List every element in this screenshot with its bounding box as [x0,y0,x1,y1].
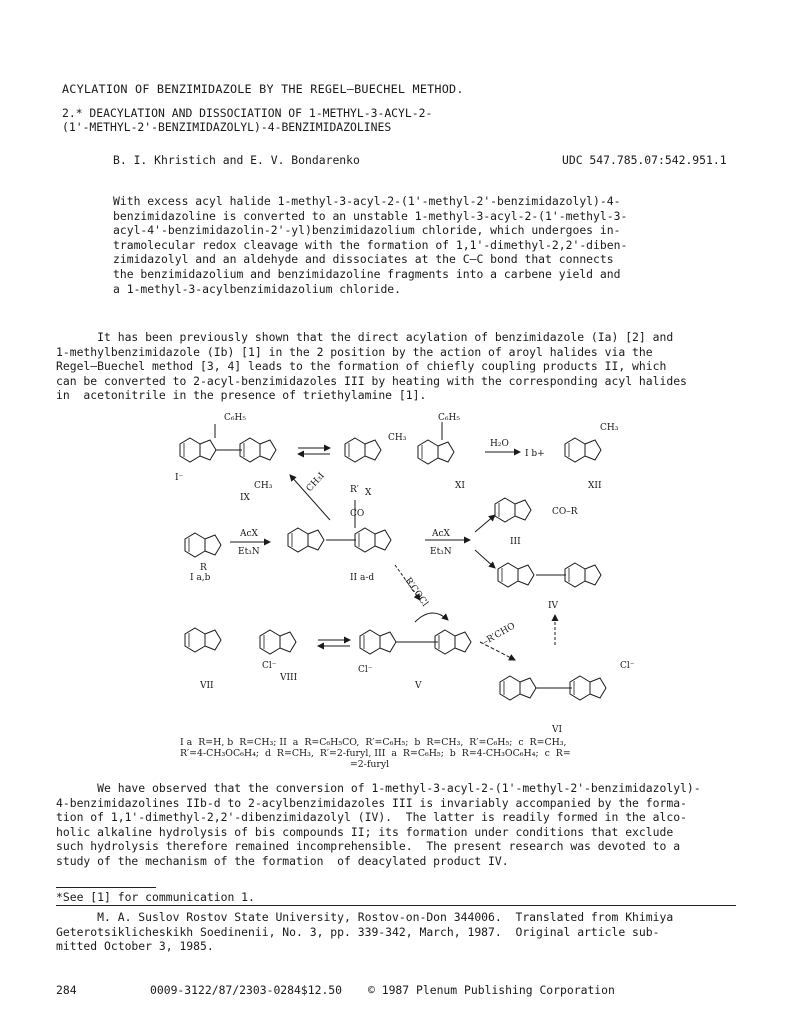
reagent-h2o: H₂O [490,439,509,449]
authors: B. I. Khristich and E. V. Bondarenko [113,153,360,167]
article-title: ACYLATION OF BENZIMIDAZOLE BY THE REGEL—BUECHEL METHOD. [62,82,464,96]
structure-Iab [185,533,221,557]
intro-paragraph: It has been previously shown that the direct acylation of benzimidazole (Ia) [2] and 1-methylbenzimidazole (Ib) [1] in the 2 position by the action of aroyl halides via the Regel—Buechel method [3, 4] leads to the formation of chiefly coupling products II, which can be converted to 2-acyl-benzimidazoles III by heating with the corresponding acyl halides in acetonitrile in the presence of triethylamine [1]. [56,330,687,403]
structure-II-left [288,528,324,552]
structure-VIII [260,630,296,654]
label-X: X [365,488,372,498]
issn: 0009-3122/87/2303-0284$12.50 [150,983,343,997]
label-v-clminus: Cl⁻ [358,665,373,675]
footnote: *See [1] for communication 1. [56,890,255,904]
article-subtitle-line1: 2.* DEACYLATION AND DISSOCIATION OF 1-METHYL-3-ACYL-2- [62,106,433,120]
label-ix-c6h5: C₆H₅ [224,413,246,423]
reaction-scheme [170,410,670,735]
label-ii-co: CO [350,509,365,519]
label-VIII: VIII [280,673,298,683]
structure-V-left [360,630,396,654]
page-number: 284 [56,983,77,997]
copyright: © 1987 Plenum Publishing Corporation [368,983,615,997]
label-vi-clminus: Cl⁻ [620,661,635,671]
label-III: III [510,537,521,547]
reagent-acx2: AcX [432,529,450,539]
label-Iab: I a,b [190,573,211,583]
structure-VI-left [500,676,536,700]
label-V: V [415,681,422,691]
structure-XII [565,438,601,462]
structure-V-right [435,630,471,654]
structure-IX-left [180,438,216,462]
label-IIad: II a-d [350,573,375,583]
structure-IV-left [498,563,534,587]
label-XI: XI [455,481,465,491]
structure-VII [185,628,221,652]
article-subtitle-line2: (1'-METHYL-2'-BENZIMIDAZOLYL)-4-BENZIMIDAZOLINES [62,120,392,134]
label-x-ch3: CH₃ [388,433,407,443]
label-IX: IX [240,493,250,503]
footnote-divider [56,887,156,888]
structure-IV-right [565,563,601,587]
reagent-rcocl: R′COCl [402,575,430,609]
label-ix-iminus: I⁻ [175,473,184,483]
reagent-acx: AcX [240,529,258,539]
observed-paragraph: We have observed that the conversion of 1-methyl-3-acyl-2-(1'-methyl-2'-benzimidazolyl)- 4-benzimidazolines IIb-d to 2-acylbenzimidazoles III is invariably accompanied by the forma- tion of 1,1'-dimethyl-2,2'-dibenzimidazolyl (IV). The latter is readily formed in the alco- holic alkaline hydrolysis of bis compounds II; its formation under conditions that exclude such hydrolysis therefore remained incomprehensible. The present research was devoted to a study of the mechanism of the formation of deacylated product IV. [56,781,701,868]
label-xi-c6h5: C₆H₅ [438,413,460,423]
affiliation: M. A. Suslov Rostov State University, Rostov-on-Don 344006. Translated from Khimiya Geterotsiklicheskikh Soedinenii, No. 3, pp. 339-342, March, 1987. Original article sub- mitted October 3, 1985. [56,910,674,954]
label-ii-r1: R′ [350,485,359,495]
structure-X [345,438,381,462]
label-ix-ch3: CH₃ [254,481,273,491]
reagent-rcho: –R′CHO [481,621,518,648]
reagent-et3n: Et₃N [238,547,260,557]
label-xii-ch3: CH₃ [600,423,619,433]
label-VI: VI [552,725,563,735]
label-IV: IV [548,601,559,611]
label-iab-r: R [200,563,207,573]
structure-XI [418,440,454,464]
structure-VI-right [570,676,606,700]
reagent-ch3i: CH₃I [304,471,327,495]
structure-IX-right [240,438,276,462]
label-ib-plus: I b+ [525,449,545,459]
label-iii-cor: CO–R [552,507,578,517]
structure-III [495,498,531,522]
structure-II-right [355,528,391,552]
reagent-et3n2: Et₃N [430,547,452,557]
label-viii-clminus: Cl⁻ [262,661,277,671]
label-VII: VII [200,681,214,691]
affiliation-divider [56,905,736,906]
abstract: With excess acyl halide 1-methyl-3-acyl-2-(1'-methyl-2'-benzimidazolyl)-4- benzimidazoline is converted to an unstable 1-methyl-3-acyl-2-(1'-methyl-3- acyl-4'-benzimidazolin-2'-yl)benzimidazolium chloride, which undergoes in- tramolecular redox cleavage with the formation of 1,1'-dimethyl-2,2'-diben- zimidazolyl and an aldehyde and dissociates at the C—C bond that connects the benzimidazolium and benzimidazoline fragments into a carbene yield and a 1-methyl-3-acylbenzimidazolium chloride. [113,194,628,296]
scheme-legend: I a R=H, b R=CH₃; II a R=C₆H₅CO, R′=C₆H₅; b R=CH₃, R′=C₆H₅; c R=CH₃, R′=4-CH₃OC₆H₄; d R=CH₃, R′=2-furyl, III a R=C₆H₅; b R=4-CH₃OC₆H₄; c R= =2-furyl [180,737,571,770]
label-XII: XII [588,481,602,491]
udc-code: UDC 547.785.07:542.951.1 [562,153,727,167]
